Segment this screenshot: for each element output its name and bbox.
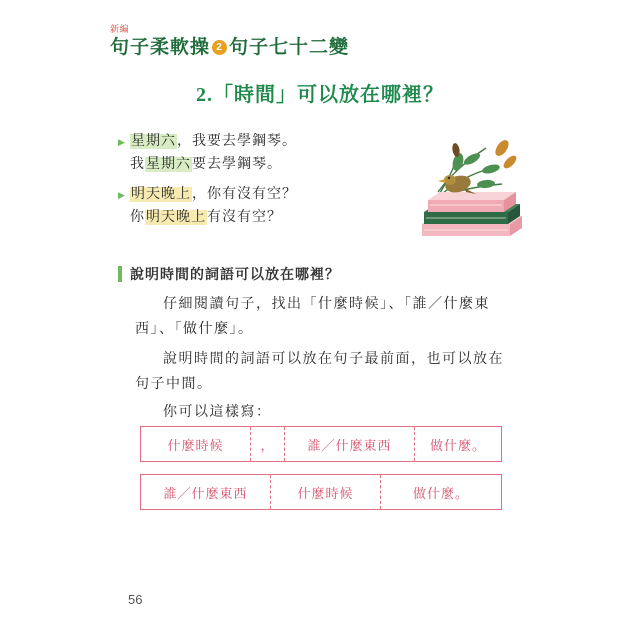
example-row <box>118 132 408 152</box>
pattern-cell-subject: 誰／什麼東西 <box>141 475 271 509</box>
pattern-row-1 <box>140 426 502 462</box>
example-row <box>118 155 408 175</box>
example-line <box>130 155 408 175</box>
time-phrase-highlight: 明天晚上 <box>131 187 191 202</box>
pattern-cell-time: 什麼時候 <box>141 427 251 461</box>
section-heading: 說明時間的詞語可以放在哪裡？ <box>118 264 340 284</box>
example-sentences <box>118 132 408 231</box>
logo-main-label <box>110 32 349 59</box>
example-line-tail: 有沒有空？ <box>207 210 282 225</box>
pattern-cell-action: 做什麼。 <box>412 485 469 501</box>
body-paragraph-3: 你可以這樣寫： <box>163 405 272 420</box>
pattern-cell-time: 什麼時候 <box>271 475 381 509</box>
logo-badge: 2 <box>212 40 227 55</box>
example-line-head: 我 <box>130 157 145 172</box>
example-line <box>130 132 408 152</box>
logo-sub-label: 新編 <box>110 24 130 34</box>
pattern-row-2 <box>140 474 502 510</box>
time-phrase-highlight: 明天晚上 <box>146 210 206 225</box>
example-line-head: 你 <box>130 210 145 225</box>
pattern-cell-comma: ， <box>251 427 285 461</box>
example-line-tail: 要去學鋼琴。 <box>192 157 282 172</box>
book-series-logo <box>110 22 350 58</box>
bullet-icon: ▶ <box>118 137 126 147</box>
pattern-cell-subject: 誰／什麼東西 <box>285 427 415 461</box>
pattern-cell-action: 做什麼。 <box>429 437 486 453</box>
page-number: 56 <box>128 592 143 607</box>
time-phrase-highlight: 星期六 <box>131 134 176 149</box>
logo-main-left: 句子柔軟操 <box>110 37 211 58</box>
books-and-flowers-illustration <box>398 132 528 252</box>
time-phrase-highlight: 星期六 <box>146 157 191 172</box>
example-line <box>130 208 408 228</box>
body-paragraph-1: 仔細閱讀句子，找出「什麼時候」、「誰／什麼東西」、「做什麼」。 <box>135 297 490 337</box>
bullet-icon: ▶ <box>118 190 126 200</box>
example-row <box>118 185 408 205</box>
logo-main-right: 句子七十二變 <box>229 37 350 58</box>
example-line-rest: ，你有沒有空？ <box>192 187 297 202</box>
body-paragraph-2: 說明時間的詞語可以放在句子最前面，也可以放在句子中間。 <box>135 352 504 392</box>
example-line <box>130 185 408 205</box>
example-line-rest: ，我要去學鋼琴。 <box>177 134 297 149</box>
page-title: 2.「時間」可以放在哪裡？ <box>196 84 444 106</box>
example-row <box>118 208 408 228</box>
